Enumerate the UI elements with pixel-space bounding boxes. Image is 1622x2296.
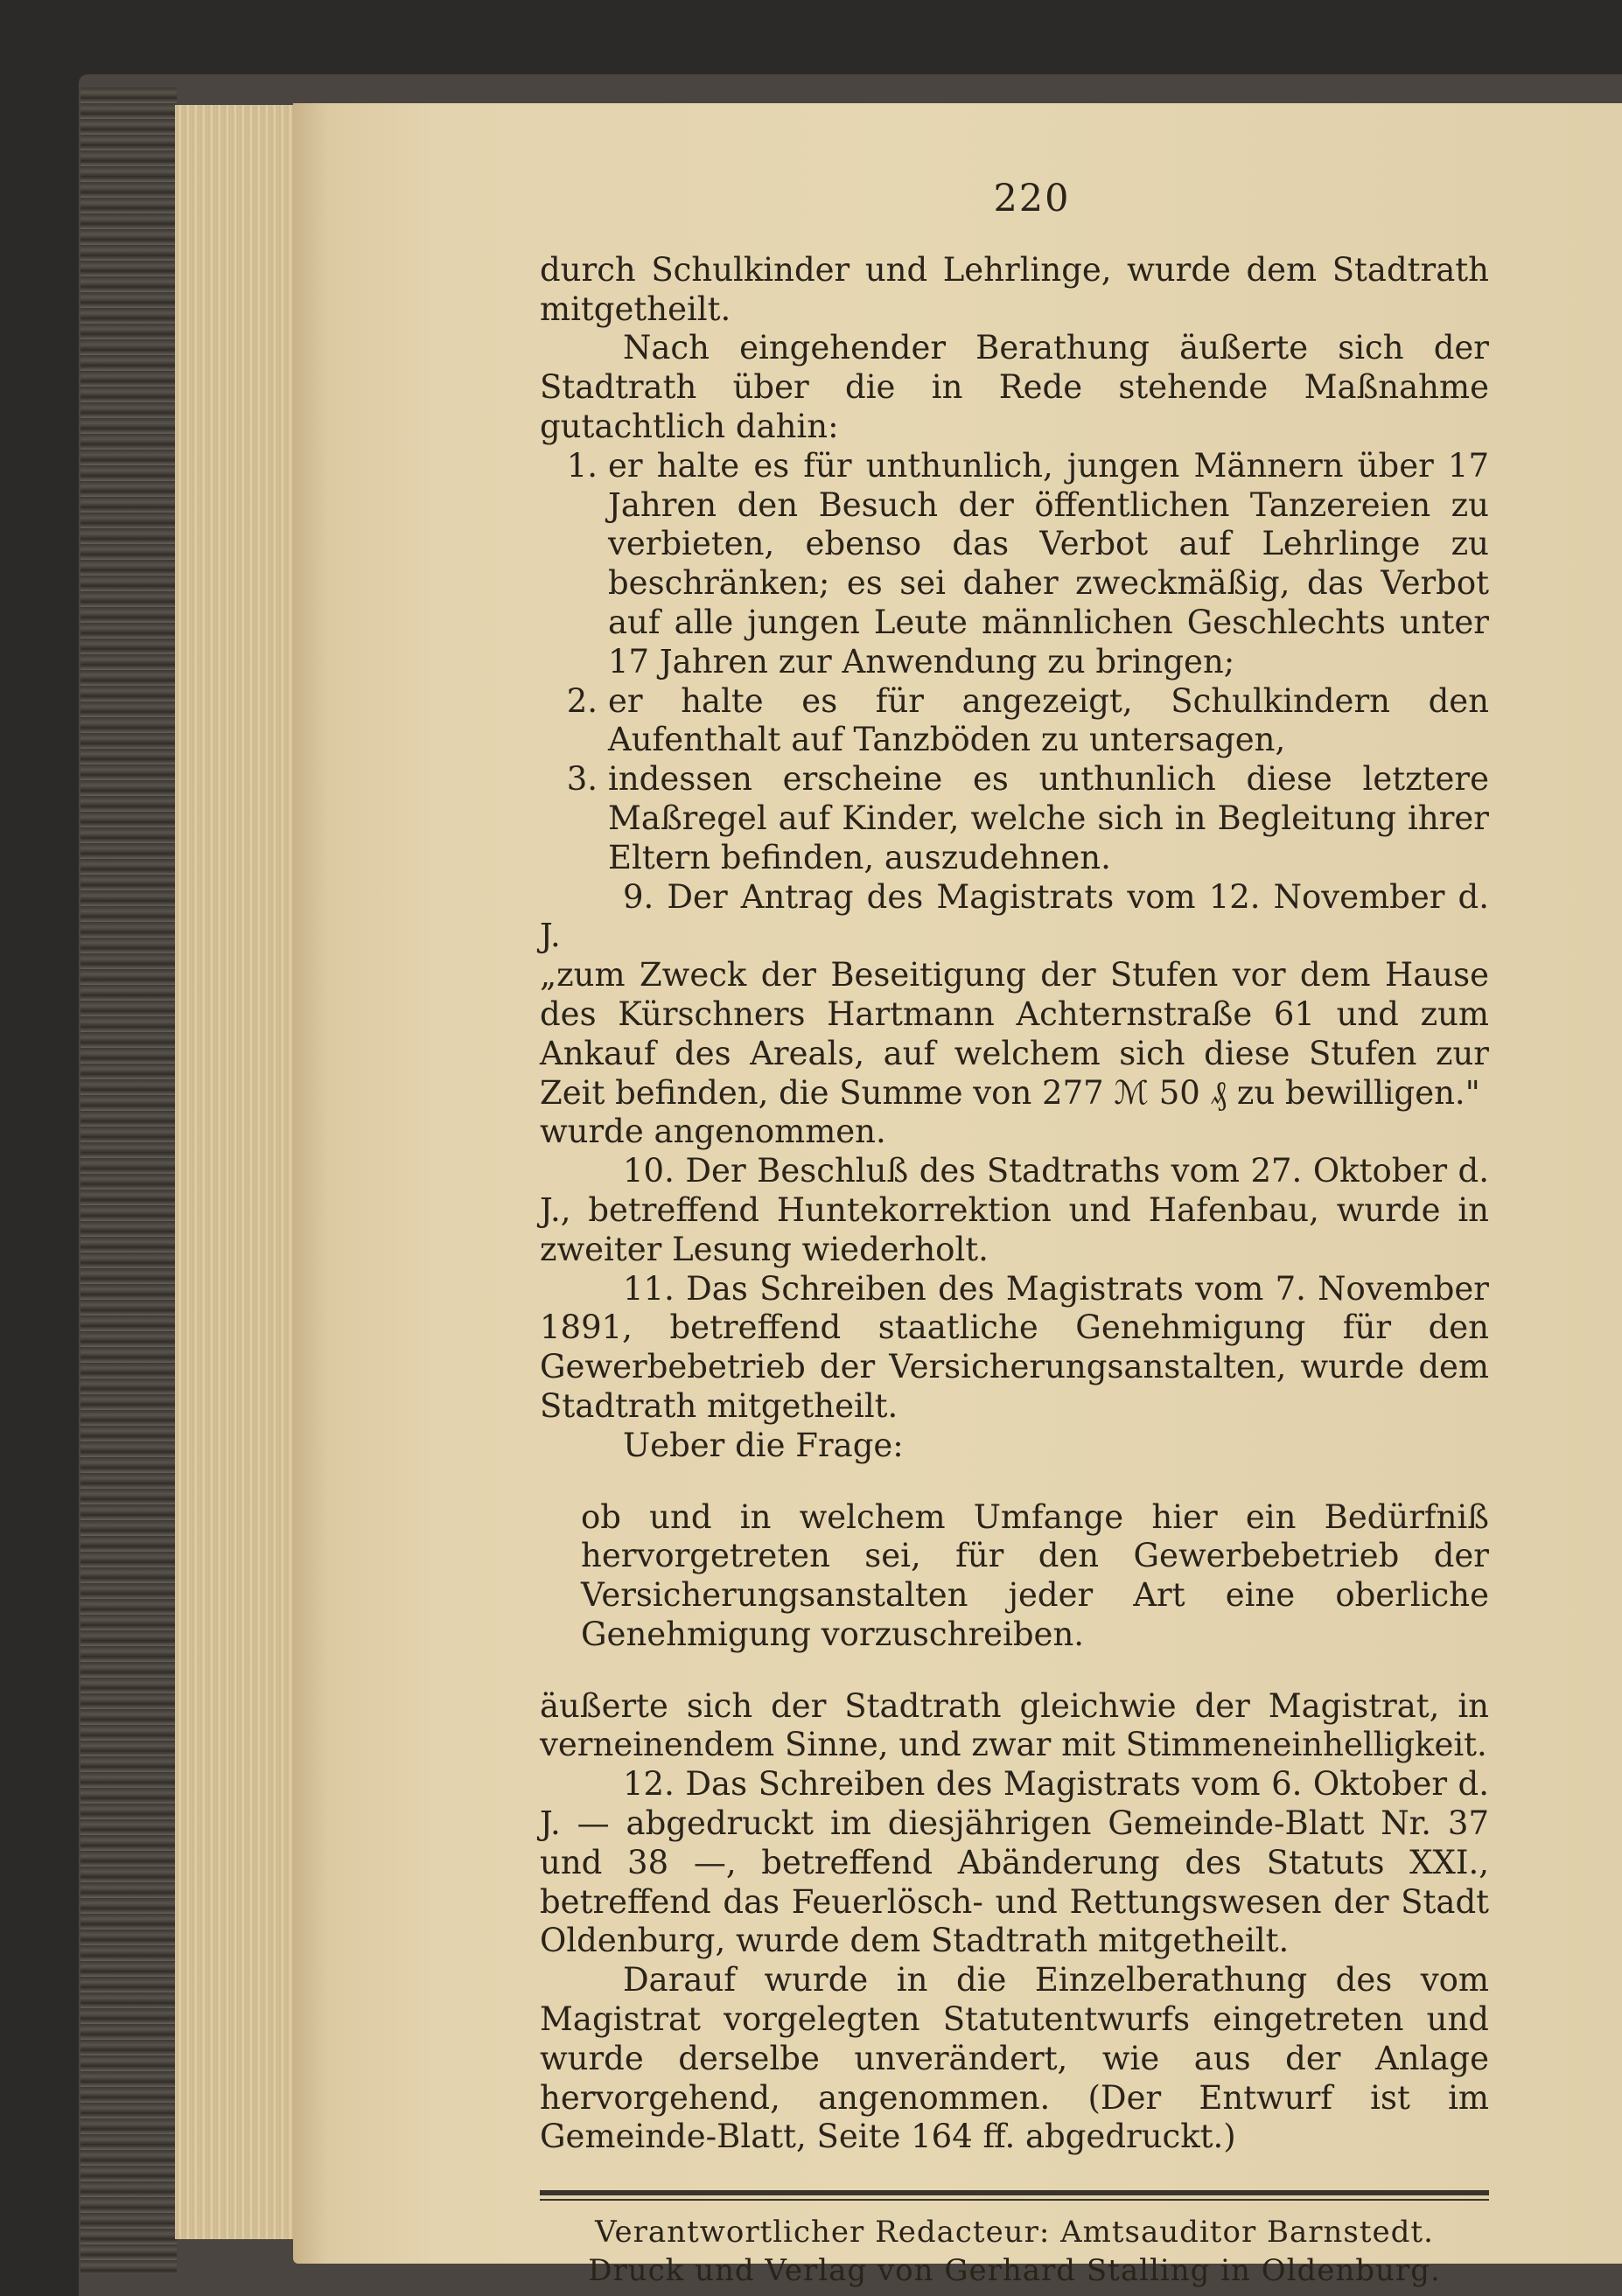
book-spine-edge [80,87,177,2274]
paragraph-12: 12. Das Schreiben des Magistrats vom 6. Oktober d. J. — abgedruckt im diesjährigen Gemeinde-Blatt Nr. 37 und 38 —, betreffend Abänderung des Statuts XXI., betreffend das Feuerlösch- und Rettungswesen der Stadt Oldenburg, wurde dem Stadtrath mitgetheilt. [540,1765,1489,1960]
paragraph-11-quote: ob und in welchem Umfange hier ein Bedürfniß hervorgetreten sei, für den Gewerbebetrieb der Versicherungsanstalten jeder Art eine oberliche Genehmigung vorzuschreiben. [581,1497,1489,1653]
list-item [540,760,1489,877]
paragraph-11: 11. Das Schreiben des Magistrats vom 7. November 1891, betreffend staatliche Genehmigung für den Gewerbebetrieb der Versicherungsanstalten, wurde dem Stadtrath mitgetheilt. [540,1269,1489,1425]
page-number: 220 [993,177,1071,220]
list-item [540,447,1489,682]
list-number: 3. [566,760,598,799]
paragraph-1: durch Schulkinder und Lehrlinge, wurde dem Stadtrath mitgetheilt. [540,250,1489,328]
paragraph-13: Darauf wurde in die Einzelberathung des vom Magistrat vorgelegten Statutentwurfs eingetreten und wurde derselbe unverändert, wie aus der Anlage hervorgehend, angenommen. (Der Entwurf ist im Gemeinde-Blatt, Seite 164 ff. abgedruckt.) [540,1961,1489,2156]
divider-thin [540,2199,1489,2201]
list-text: er halte es für angezeigt, Schulkindern den Aufenthalt auf Tanzböden zu untersagen, [608,681,1489,759]
divider-thick [540,2190,1489,2195]
imprint-editor: Verantwortlicher Redacteur: Amtsauditor Barnstedt. [595,2215,1434,2251]
paragraph-9-end: wurde angenommen. [540,1113,886,1151]
paragraph-9-quote: „zum Zweck der Beseitigung der Stufen vor dem Hause des Kürschners Hartmann Achternstraße 61 und zum Ankauf des Areals, auf welchem sich diese Stufen zur Zeit befinden, die Summe von 277 ℳ 50 ₰ zu bewilligen." [540,956,1489,1112]
paragraph-11-question: Ueber die Frage: [623,1426,904,1464]
list-number: 1. [566,446,598,485]
paragraph-10: 10. Der Beschluß des Stadtraths vom 27. Oktober d. J., betreffend Huntekorrektion und Hafenbau, wurde in zweiter Lesung wiederholt. [540,1152,1489,1268]
paragraph-9: 9. Der Antrag des Magistrats vom 12. November d. J. [540,877,1489,955]
imprint-publisher: Druck und Verlag von Gerhard Stalling in Oldenburg. [588,2253,1441,2289]
list-text: indessen erscheine es unthunlich diese letztere Maßregel auf Kinder, welche sich in Begleitung ihrer Eltern befinden, auszudehnen. [608,760,1489,876]
list-text: er halte es für unthunlich, jungen Männern über 17 Jahren den Besuch der öffentlichen Tanzereien zu verbieten, ebenso das Verbot auf Lehrlinge zu beschränken; es sei daher zweckmäßig, das Verbot auf alle jungen Leute männlichen Geschlechts unter 17 Jahren zur Anwendung zu bringen; [608,446,1489,680]
list-item [540,682,1489,761]
paragraph-2: Nach eingehender Berathung äußerte sich der Stadtrath über die in Rede stehende Maßnahme gutachtlich dahin: [540,329,1489,445]
paragraph-11-end: äußerte sich der Stadtrath gleichwie der Magistrat, in verneinendem Sinne, und zwar mit Stimmeneinhelligkeit. [540,1686,1489,1764]
page-stack-edge [175,105,299,2239]
list-number: 2. [566,681,598,720]
page-text [540,179,1489,2290]
